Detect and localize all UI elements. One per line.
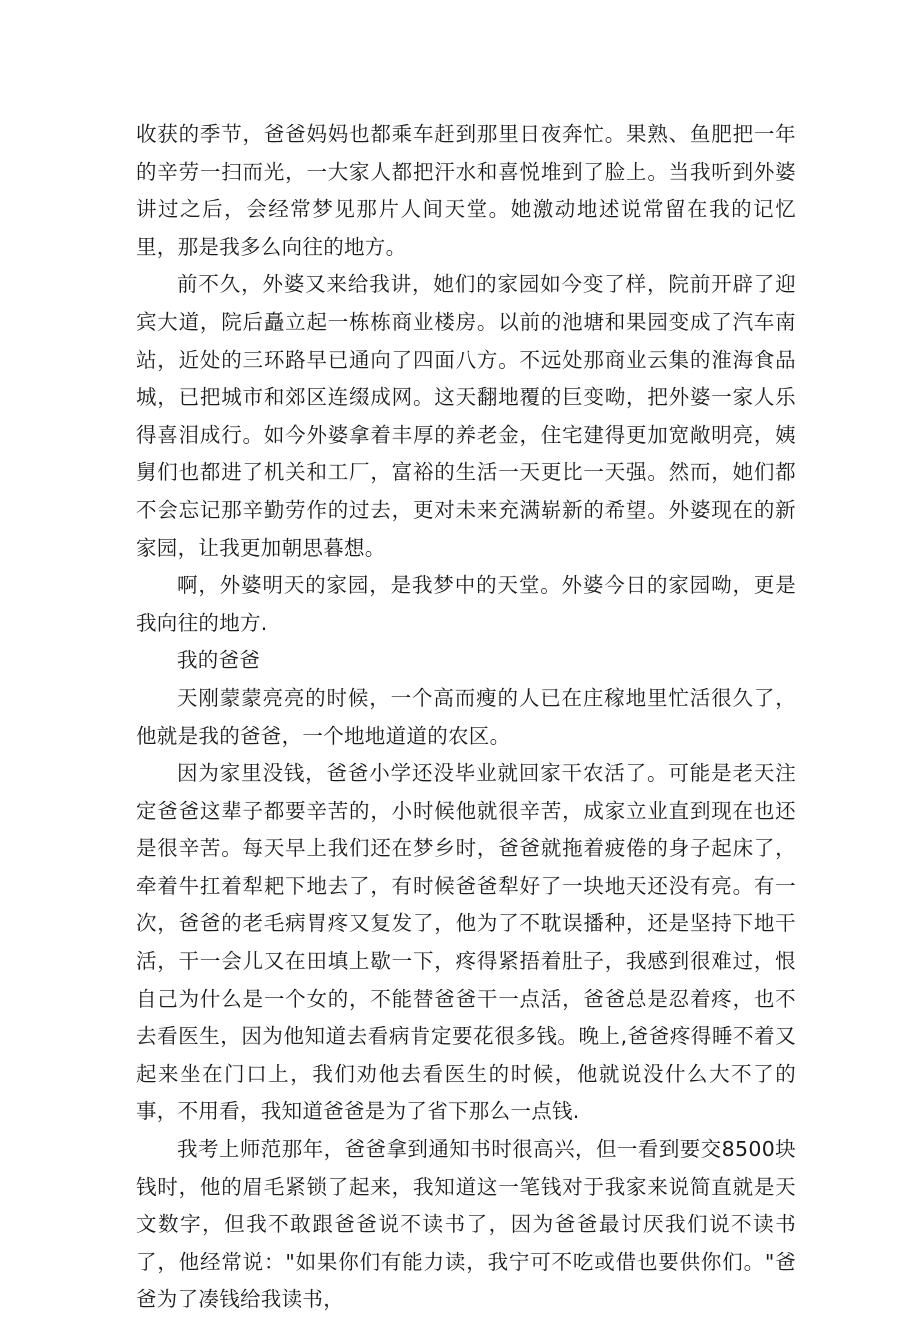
paragraph-harvest: 收获的季节，爸爸妈妈也都乘车赶到那里日夜奔忙。果熟、鱼肥把一年的辛劳一扫而光，一大家人都把汗水和喜悦堆到了脸上。当我听到外婆讲过之后，会经常梦见那片人间天堂。她激动地述说常留在我的记忆里，那是我多么向往的地方。	[136, 122, 796, 259]
paragraph-new-home: 前不久，外婆又来给我讲，她们的家园如今变了样，院前开辟了迎宾大道，院后矗立起一栋栋商业楼房。以前的池塘和果园变成了汽车南站，近处的三环路早已通向了四面八方。不远处那商业云集的淮海食品城，已把城市和郊区连缀成网。这天翻地覆的巨变呦，把外婆一家人乐得喜泪成行。如今外婆拿着丰厚的养老金，住宅建得更加宽敞明亮，姨舅们也都进了机关和工厂，富裕的生活一天更比一天强。然而，她们都不会忘记那辛勤劳作的过去，更对未来充满崭新的希望。外婆现在的新家园，让我更加朝思暮想。	[136, 272, 796, 560]
paragraph-father-tuition: 我考上师范那年，爸爸拿到通知书时很高兴，但一看到要交8500块钱时，他的眉毛紧锁了起来，我知道这一笔钱对于我家来说简直就是天文数字，但我不敢跟爸爸说不读书了，因为爸爸最讨厌我们说不读书了，他经常说："如果你们有能力读，我宁可不吃或借也要供你们。"爸爸为了凑钱给我读书，	[136, 1137, 796, 1312]
paragraph-father-intro: 天刚蒙蒙亮亮的时候，一个高而瘦的人已在庄稼地里忙活很久了，他就是我的爸爸，一个地地道道的农区。	[136, 685, 796, 748]
section-title: 我的爸爸	[177, 648, 261, 673]
paragraph-father-hardship: 因为家里没钱，爸爸小学还没毕业就回家干农活了。可能是老天注定爸爸这辈子都要辛苦的，小时候他就很辛苦，成家立业直到现在也还是很辛苦。每天早上我们还在梦乡时，爸爸就拖着疲倦的身子起床了，牵着牛扛着犁耙下地去了，有时候爸爸犁好了一块地天还没有亮。有一次，爸爸的老毛病胃疼又复发了，他为了不耽误播种，还是坚持下地干活，干一会儿又在田填上歇一下，疼得紧捂着肚子，我感到很难过，恨自己为什么是一个女的，不能替爸爸干一点活，爸爸总是忍着疼，也不去看医生，因为他知道去看病肯定要花很多钱。晚上,爸爸疼得睡不着又起来坐在门口上，我们劝他去看医生的时候，他就说没什么大不了的事，不用看，我知道爸爸是为了省下那么一点钱.	[136, 761, 796, 1124]
document-page	[136, 116, 796, 1319]
paragraph-dream-home: 啊，外婆明天的家园，是我梦中的天堂。外婆今日的家园呦，更是我向往的地方.	[136, 573, 796, 635]
